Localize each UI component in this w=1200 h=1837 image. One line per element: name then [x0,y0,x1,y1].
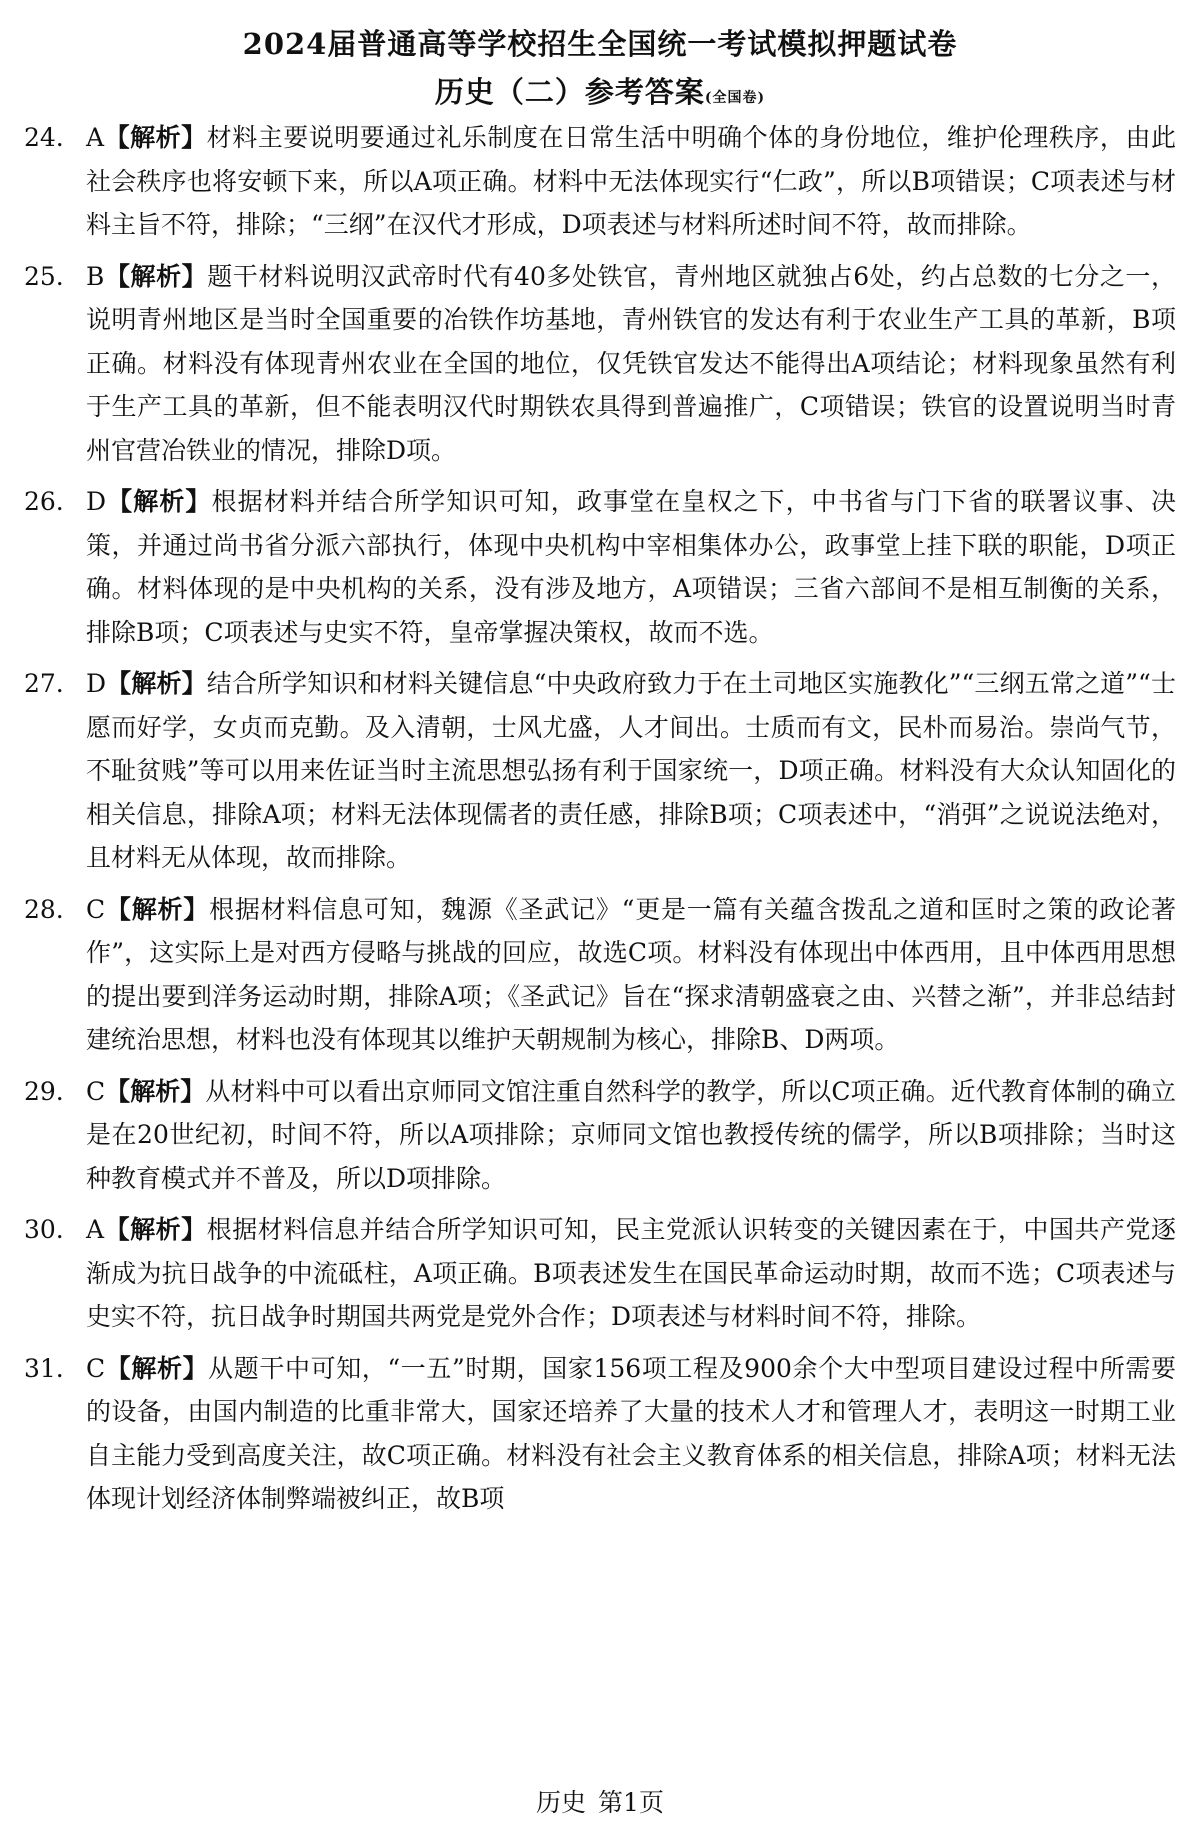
question-number: 25. [24,261,64,291]
analysis-text: 题干材料说明汉武帝时代有40多处铁官，青州地区就独占6处，约占总数的七分之一，说明青州地区是当时全国重要的冶铁作坊基地，青州铁官的发达有利于农业生产工具的革新，B项正确。材料没有体现青州农业在全国的地位，仅凭铁官发达不能得出A项结论；材料现象虽然有利于生产工具的革新，但不能表明汉代时期铁农具得到普遍推广，C项错误；铁官的设置说明当时青州官营冶铁业的情况，排除D项。 [86,261,1176,465]
subtitle-note: (全国卷) [704,90,766,106]
answer-item-28 [24,888,1176,1062]
answer-item-26 [24,480,1176,654]
answer-letter: B [86,261,105,291]
answer-item-30 [24,1208,1176,1339]
answer-body [86,1347,1176,1521]
analysis-text: 从题干中可知，“一五”时期，国家156项工程及900余个大中型项目建设过程中所需要的设备，由国内制造的比重非常大，国家还培养了大量的技术人才和管理人才，表明这一时期工业自主能力受到高度关注，故C项正确。材料没有社会主义教育体系的相关信息，排除A项；材料无法体现计划经济体制弊端被纠正，故B项 [86,1353,1176,1513]
answer-body [86,1070,1176,1201]
answer-letter: A [86,123,105,152]
analysis-tag: 【解析】 [106,669,207,698]
analysis-tag: 【解析】 [106,487,212,516]
answer-list [24,116,1176,1529]
analysis-tag: 【解析】 [105,1076,206,1106]
page-footer [0,1783,1200,1819]
answer-item-24 [24,116,1176,247]
analysis-tag: 【解析】 [105,1353,209,1383]
question-number: 27. [24,669,64,698]
answer-letter: A [86,1215,105,1244]
answer-letter: D [86,487,107,516]
answer-body [86,480,1176,654]
analysis-text: 从材料中可以看出京师同文馆注重自然科学的教学，所以C项正确。近代教育体制的确立是在20世纪初，时间不符，所以A项排除；京师同文馆也教授传统的儒学，所以B项排除；当时这种教育模式并不普及，所以D项排除。 [86,1076,1176,1193]
answer-item-29 [24,1070,1176,1201]
answer-body [86,662,1176,880]
answer-body [86,888,1176,1062]
answer-body [86,116,1176,247]
answer-body [86,255,1176,473]
analysis-tag: 【解析】 [104,261,208,291]
analysis-text: 根据材料并结合所学知识可知，政事堂在皇权之下，中书省与门下省的联署议事、决策，并通过尚书省分派六部执行，体现中央机构中宰相集体办公，政事堂上挂下联的职能，D项正确。材料体现的是中央机构的关系，没有涉及地方，A项错误；三省六部间不是相互制衡的关系，排除B项；C项表述与史实不符，皇帝掌握决策权，故而不选。 [86,487,1176,647]
analysis-tag: 【解析】 [105,894,210,924]
answer-body [86,1208,1176,1339]
page-subtitle [0,70,1200,111]
answer-item-31 [24,1347,1176,1521]
question-number: 29. [24,1076,64,1106]
question-number: 24. [24,123,64,152]
analysis-text: 根据材料信息可知，魏源《圣武记》“更是一篇有关蕴含拨乱之道和匡时之策的政论著作”，这实际上是对西方侵略与挑战的回应，故选C项。材料没有体现出中体西用，且中体西用思想的提出要到洋务运动时期，排除A项；《圣武记》旨在“探求清朝盛衰之由、兴替之渐”，并非总结封建统治思想，材料也没有体现其以维护天朝规制为核心，排除B、D两项。 [86,894,1176,1054]
analysis-tag: 【解析】 [104,123,207,152]
analysis-text: 结合所学知识和材料关键信息“中央政府致力于在土司地区实施教化”“三纲五常之道”“士愿而好学，女贞而克勤。及入清朝，士风尤盛，人才间出。士质而有文，民朴而易治。崇尚气节，不耻贫贱”等可以用来佐证当时主流思想弘扬有利于国家统一，D项正确。材料没有大众认知固化的相关信息，排除A项；材料无法体现儒者的责任感，排除B项；C项表述中，“消弭”之说说法绝对，且材料无从体现，故而排除。 [86,669,1176,872]
analysis-text: 材料主要说明要通过礼乐制度在日常生活中明确个体的身份地位，维护伦理秩序，由此社会秩序也将安顿下来，所以A项正确。材料中无法体现实行“仁政”，所以B项错误；C项表述与材料主旨不符，排除；“三纲”在汉代才形成，D项表述与材料所述时间不符，故而排除。 [86,123,1176,239]
question-number: 31. [24,1353,64,1383]
subtitle-text: 历史（二）参考答案 [434,75,705,109]
answer-item-27 [24,662,1176,880]
answer-letter: C [86,1076,106,1106]
footer-page-number: 第1页 [598,1788,664,1817]
answer-item-25 [24,255,1176,473]
question-number: 28. [24,894,64,924]
page-title: 2024届普通高等学校招生全国统一考试模拟押题试卷 [242,27,958,61]
analysis-tag: 【解析】 [104,1215,207,1244]
question-number: 26. [24,487,64,516]
analysis-text: 根据材料信息并结合所学知识可知，民主党派认识转变的关键因素在于，中国共产党逐渐成为抗日战争的中流砥柱，A项正确。B项表述发生在国民革命运动时期，故而不选；C项表述与史实不符，抗日战争时期国共两党是党外合作；D项表述与材料时间不符，排除。 [86,1215,1176,1331]
answer-letter: C [86,894,106,924]
footer-subject: 历史 [536,1788,587,1817]
answer-letter: D [86,669,107,698]
question-number: 30. [24,1215,64,1244]
answer-letter: C [86,1353,106,1383]
